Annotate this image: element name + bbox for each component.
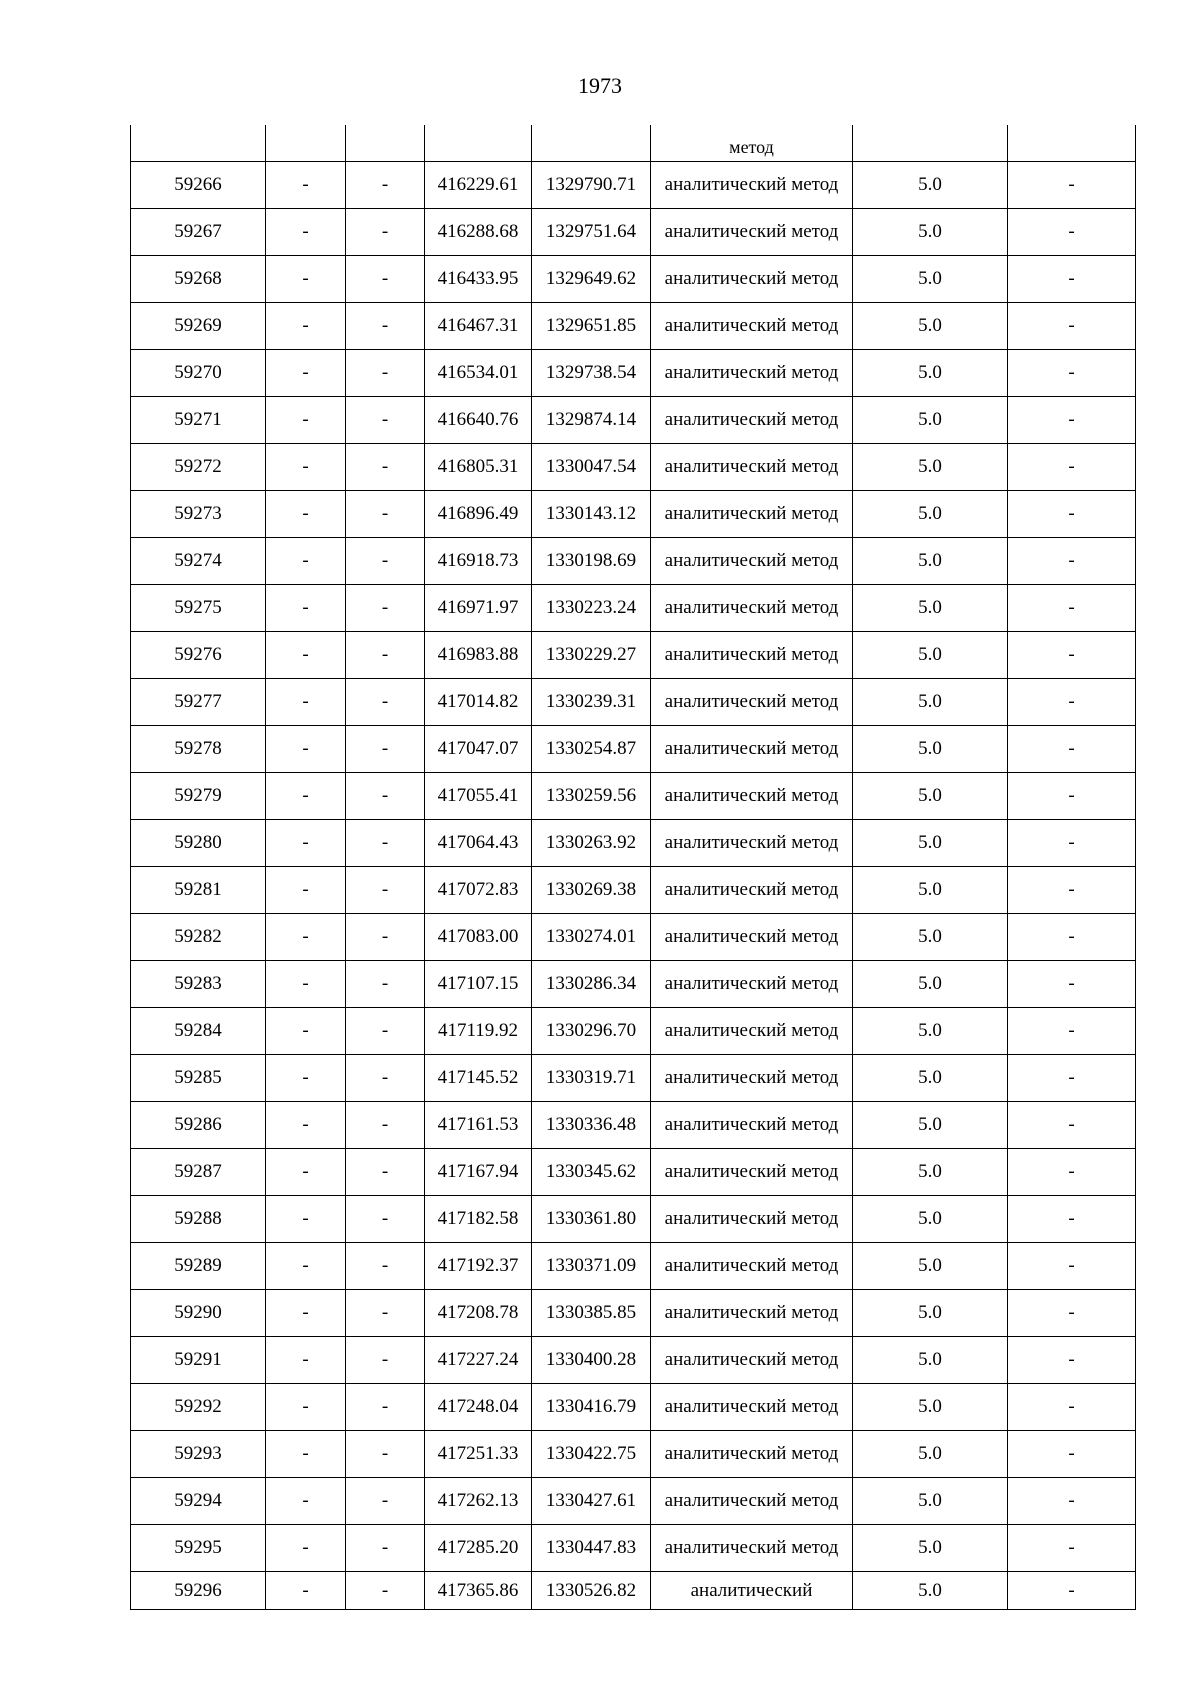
cell-col8: - xyxy=(1008,303,1136,350)
cell-y: 1330526.82 xyxy=(532,1572,651,1610)
cell-col2: - xyxy=(266,256,346,303)
cell-id: 59286 xyxy=(131,1102,266,1149)
cell-col3: - xyxy=(346,162,425,209)
cell-y: 1330239.31 xyxy=(532,679,651,726)
cell-y: 1330427.61 xyxy=(532,1478,651,1525)
cell-col8: - xyxy=(1008,1008,1136,1055)
cell-col3: - xyxy=(346,538,425,585)
cell-id: 59283 xyxy=(131,961,266,1008)
cell-col2: - xyxy=(266,491,346,538)
cell-x: 416229.61 xyxy=(425,162,532,209)
cell-method: аналитический метод xyxy=(651,867,853,914)
cell-accuracy: 5.0 xyxy=(853,773,1008,820)
table-row xyxy=(131,162,1136,209)
cell-col8: - xyxy=(1008,1478,1136,1525)
cell-x: 417227.24 xyxy=(425,1337,532,1384)
cell-col3: - xyxy=(346,1243,425,1290)
cell-col8: - xyxy=(1008,1243,1136,1290)
cell-col3: - xyxy=(346,867,425,914)
cell-y: 1330447.83 xyxy=(532,1525,651,1572)
cell-method: аналитический метод xyxy=(651,538,853,585)
table-row xyxy=(131,1431,1136,1478)
cell-method: аналитический метод xyxy=(651,773,853,820)
cell-id: 59271 xyxy=(131,397,266,444)
cell-x: 417107.15 xyxy=(425,961,532,1008)
table-row xyxy=(131,1196,1136,1243)
cell-col8: - xyxy=(1008,350,1136,397)
cell-col3: - xyxy=(346,961,425,1008)
cell-col3: - xyxy=(346,820,425,867)
cell-method: аналитический метод xyxy=(651,1243,853,1290)
cell-x: 417182.58 xyxy=(425,1196,532,1243)
cell-y: 1330336.48 xyxy=(532,1102,651,1149)
cell-col8: - xyxy=(1008,632,1136,679)
cell-accuracy: 5.0 xyxy=(853,679,1008,726)
cell-col2: - xyxy=(266,1431,346,1478)
cell-id: 59267 xyxy=(131,209,266,256)
cell-col8: - xyxy=(1008,914,1136,961)
table-row xyxy=(131,1149,1136,1196)
cell-col2: - xyxy=(266,162,346,209)
cell-col3: - xyxy=(346,632,425,679)
cell-accuracy: 5.0 xyxy=(853,1525,1008,1572)
cell-y: 1330229.27 xyxy=(532,632,651,679)
cell-id: 59296 xyxy=(131,1572,266,1610)
cell-col3: - xyxy=(346,1572,425,1610)
cell-col3: - xyxy=(346,1431,425,1478)
cell-col3: - xyxy=(346,491,425,538)
cell-accuracy: 5.0 xyxy=(853,1055,1008,1102)
table-row xyxy=(131,1055,1136,1102)
cell-accuracy xyxy=(853,125,1008,162)
cell-y: 1330319.71 xyxy=(532,1055,651,1102)
cell-id: 59292 xyxy=(131,1384,266,1431)
cell-method: аналитический метод xyxy=(651,303,853,350)
cell-method: аналитический метод xyxy=(651,726,853,773)
cell-id xyxy=(131,125,266,162)
cell-accuracy: 5.0 xyxy=(853,162,1008,209)
table-row xyxy=(131,726,1136,773)
cell-method: аналитический метод xyxy=(651,585,853,632)
cell-x: 417167.94 xyxy=(425,1149,532,1196)
cell-accuracy: 5.0 xyxy=(853,350,1008,397)
cell-method: аналитический метод xyxy=(651,1384,853,1431)
cell-y: 1330422.75 xyxy=(532,1431,651,1478)
cell-method: аналитический метод xyxy=(651,209,853,256)
cell-y: 1330254.87 xyxy=(532,726,651,773)
cell-x: 417251.33 xyxy=(425,1431,532,1478)
cell-id: 59266 xyxy=(131,162,266,209)
cell-col2: - xyxy=(266,632,346,679)
cell-accuracy: 5.0 xyxy=(853,256,1008,303)
cell-x: 416288.68 xyxy=(425,209,532,256)
cell-accuracy: 5.0 xyxy=(853,209,1008,256)
table-row xyxy=(131,1008,1136,1055)
cell-col3: - xyxy=(346,444,425,491)
cell-col3: - xyxy=(346,303,425,350)
table-row xyxy=(131,303,1136,350)
cell-accuracy: 5.0 xyxy=(853,1572,1008,1610)
table-row xyxy=(131,679,1136,726)
cell-col2: - xyxy=(266,1102,346,1149)
cell-col2: - xyxy=(266,1055,346,1102)
cell-method: аналитический метод xyxy=(651,1431,853,1478)
cell-method: аналитический метод xyxy=(651,820,853,867)
cell-col8: - xyxy=(1008,726,1136,773)
cell-col2: - xyxy=(266,1525,346,1572)
cell-id: 59273 xyxy=(131,491,266,538)
cell-col2: - xyxy=(266,585,346,632)
cell-col2: - xyxy=(266,914,346,961)
cell-method: аналитический метод xyxy=(651,632,853,679)
cell-col3: - xyxy=(346,726,425,773)
cell-col3: - xyxy=(346,914,425,961)
cell-col8: - xyxy=(1008,820,1136,867)
table-row xyxy=(131,444,1136,491)
cell-col8: - xyxy=(1008,397,1136,444)
cell-y: 1330361.80 xyxy=(532,1196,651,1243)
cell-y: 1330400.28 xyxy=(532,1337,651,1384)
cell-id: 59289 xyxy=(131,1243,266,1290)
cell-method: аналитический метод xyxy=(651,491,853,538)
table-row xyxy=(131,961,1136,1008)
cell-x: 416433.95 xyxy=(425,256,532,303)
cell-col2: - xyxy=(266,350,346,397)
cell-id: 59281 xyxy=(131,867,266,914)
cell-col3: - xyxy=(346,1196,425,1243)
cell-accuracy: 5.0 xyxy=(853,538,1008,585)
cell-y: 1330259.56 xyxy=(532,773,651,820)
cell-accuracy: 5.0 xyxy=(853,1243,1008,1290)
cell-x: 417072.83 xyxy=(425,867,532,914)
cell-id: 59288 xyxy=(131,1196,266,1243)
cell-x: 417064.43 xyxy=(425,820,532,867)
cell-col8: - xyxy=(1008,1055,1136,1102)
cell-method: аналитический метод xyxy=(651,1008,853,1055)
cell-accuracy: 5.0 xyxy=(853,303,1008,350)
table-row xyxy=(131,1337,1136,1384)
cell-col8: - xyxy=(1008,1431,1136,1478)
cell-col8: - xyxy=(1008,538,1136,585)
cell-col2: - xyxy=(266,961,346,1008)
cell-x: 417208.78 xyxy=(425,1290,532,1337)
table-row xyxy=(131,585,1136,632)
cell-method: аналитический метод xyxy=(651,162,853,209)
table-row xyxy=(131,1384,1136,1431)
cell-y: 1330385.85 xyxy=(532,1290,651,1337)
cell-id: 59272 xyxy=(131,444,266,491)
cell-id: 59280 xyxy=(131,820,266,867)
cell-x: 417248.04 xyxy=(425,1384,532,1431)
cell-col8: - xyxy=(1008,867,1136,914)
cell-col3: - xyxy=(346,350,425,397)
cell-y: 1330223.24 xyxy=(532,585,651,632)
cell-col3: - xyxy=(346,679,425,726)
cell-method: аналитический метод xyxy=(651,1478,853,1525)
page-number: 1973 xyxy=(578,73,622,98)
cell-id: 59274 xyxy=(131,538,266,585)
cell-id: 59269 xyxy=(131,303,266,350)
cell-col3: - xyxy=(346,209,425,256)
cell-y: 1329649.62 xyxy=(532,256,651,303)
cell-col2: - xyxy=(266,773,346,820)
cell-accuracy: 5.0 xyxy=(853,444,1008,491)
cell-col2: - xyxy=(266,209,346,256)
cell-col3 xyxy=(346,125,425,162)
cell-y: 1330143.12 xyxy=(532,491,651,538)
cell-accuracy: 5.0 xyxy=(853,726,1008,773)
cell-y: 1330198.69 xyxy=(532,538,651,585)
cell-x: 416467.31 xyxy=(425,303,532,350)
table-body xyxy=(131,125,1136,1610)
cell-y: 1329651.85 xyxy=(532,303,651,350)
cell-col8: - xyxy=(1008,1384,1136,1431)
cell-x: 416918.73 xyxy=(425,538,532,585)
cell-y: 1330286.34 xyxy=(532,961,651,1008)
cell-col8: - xyxy=(1008,585,1136,632)
cell-method: аналитический метод xyxy=(651,1337,853,1384)
cell-col8: - xyxy=(1008,679,1136,726)
cell-col2: - xyxy=(266,1572,346,1610)
cell-col2: - xyxy=(266,1337,346,1384)
cell-col3: - xyxy=(346,256,425,303)
cell-y xyxy=(532,125,651,162)
cell-method: аналитический метод xyxy=(651,961,853,1008)
cell-col8: - xyxy=(1008,1102,1136,1149)
cell-y: 1329751.64 xyxy=(532,209,651,256)
cell-col2: - xyxy=(266,444,346,491)
cell-method: аналитический xyxy=(651,1572,853,1610)
cell-x: 416971.97 xyxy=(425,585,532,632)
cell-col2: - xyxy=(266,1008,346,1055)
cell-accuracy: 5.0 xyxy=(853,867,1008,914)
cell-col2: - xyxy=(266,303,346,350)
cell-accuracy: 5.0 xyxy=(853,1196,1008,1243)
cell-col2: - xyxy=(266,726,346,773)
cell-y: 1329738.54 xyxy=(532,350,651,397)
coordinates-table xyxy=(130,125,1136,1610)
cell-y: 1330371.09 xyxy=(532,1243,651,1290)
cell-col8: - xyxy=(1008,773,1136,820)
cell-col2 xyxy=(266,125,346,162)
cell-accuracy: 5.0 xyxy=(853,1149,1008,1196)
cell-col2: - xyxy=(266,820,346,867)
cell-id: 59276 xyxy=(131,632,266,679)
cell-accuracy: 5.0 xyxy=(853,1337,1008,1384)
cell-col3: - xyxy=(346,1525,425,1572)
table-row xyxy=(131,538,1136,585)
table-row xyxy=(131,1572,1136,1610)
cell-method: аналитический метод xyxy=(651,1149,853,1196)
cell-col8: - xyxy=(1008,1149,1136,1196)
cell-method: аналитический метод xyxy=(651,1525,853,1572)
cell-x xyxy=(425,125,532,162)
cell-col8: - xyxy=(1008,1337,1136,1384)
cell-x: 417119.92 xyxy=(425,1008,532,1055)
cell-id: 59295 xyxy=(131,1525,266,1572)
cell-id: 59293 xyxy=(131,1431,266,1478)
cell-id: 59279 xyxy=(131,773,266,820)
cell-accuracy: 5.0 xyxy=(853,914,1008,961)
cell-accuracy: 5.0 xyxy=(853,585,1008,632)
cell-col8: - xyxy=(1008,1290,1136,1337)
cell-y: 1330263.92 xyxy=(532,820,651,867)
cell-col8: - xyxy=(1008,162,1136,209)
cell-x: 417083.00 xyxy=(425,914,532,961)
cell-y: 1330345.62 xyxy=(532,1149,651,1196)
table-row xyxy=(131,350,1136,397)
cell-accuracy: 5.0 xyxy=(853,1290,1008,1337)
cell-col8: - xyxy=(1008,491,1136,538)
cell-col2: - xyxy=(266,1290,346,1337)
cell-id: 59291 xyxy=(131,1337,266,1384)
cell-x: 417055.41 xyxy=(425,773,532,820)
cell-accuracy: 5.0 xyxy=(853,1102,1008,1149)
cell-col8: - xyxy=(1008,1525,1136,1572)
cell-id: 59275 xyxy=(131,585,266,632)
cell-col2: - xyxy=(266,867,346,914)
cell-method: аналитический метод xyxy=(651,350,853,397)
cell-id: 59290 xyxy=(131,1290,266,1337)
cell-col3: - xyxy=(346,1337,425,1384)
cell-col3: - xyxy=(346,773,425,820)
cell-y: 1330416.79 xyxy=(532,1384,651,1431)
cell-col3: - xyxy=(346,1149,425,1196)
cell-accuracy: 5.0 xyxy=(853,961,1008,1008)
cell-x: 417047.07 xyxy=(425,726,532,773)
cell-method: аналитический метод xyxy=(651,1055,853,1102)
cell-method: аналитический метод xyxy=(651,397,853,444)
cell-col2: - xyxy=(266,1243,346,1290)
cell-col2: - xyxy=(266,1478,346,1525)
cell-accuracy: 5.0 xyxy=(853,1384,1008,1431)
table-row xyxy=(131,1290,1136,1337)
cell-col3: - xyxy=(346,1102,425,1149)
table-row xyxy=(131,1102,1136,1149)
cell-col2: - xyxy=(266,397,346,444)
cell-x: 417262.13 xyxy=(425,1478,532,1525)
cell-method xyxy=(651,125,853,162)
table-row xyxy=(131,256,1136,303)
cell-accuracy: 5.0 xyxy=(853,632,1008,679)
cell-accuracy: 5.0 xyxy=(853,397,1008,444)
table-row xyxy=(131,773,1136,820)
cell-method: аналитический метод xyxy=(651,1102,853,1149)
cell-id: 59278 xyxy=(131,726,266,773)
cell-id: 59294 xyxy=(131,1478,266,1525)
cell-accuracy: 5.0 xyxy=(853,1008,1008,1055)
cell-x: 417014.82 xyxy=(425,679,532,726)
cell-x: 416983.88 xyxy=(425,632,532,679)
cell-id: 59282 xyxy=(131,914,266,961)
cell-id: 59285 xyxy=(131,1055,266,1102)
cell-y: 1330047.54 xyxy=(532,444,651,491)
cell-col3: - xyxy=(346,397,425,444)
cell-y: 1330274.01 xyxy=(532,914,651,961)
table-row xyxy=(131,914,1136,961)
cell-y: 1329874.14 xyxy=(532,397,651,444)
cell-method: аналитический метод xyxy=(651,1196,853,1243)
cell-col8: - xyxy=(1008,209,1136,256)
cell-col3: - xyxy=(346,585,425,632)
table-row xyxy=(131,867,1136,914)
cell-col8: - xyxy=(1008,1196,1136,1243)
cell-id: 59270 xyxy=(131,350,266,397)
cell-x: 417285.20 xyxy=(425,1525,532,1572)
cell-col8 xyxy=(1008,125,1136,162)
cell-x: 417161.53 xyxy=(425,1102,532,1149)
cell-id: 59268 xyxy=(131,256,266,303)
cell-col2: - xyxy=(266,1149,346,1196)
cell-method: аналитический метод xyxy=(651,914,853,961)
cell-col2: - xyxy=(266,1384,346,1431)
cell-col2: - xyxy=(266,1196,346,1243)
method-text: метод xyxy=(729,137,774,157)
cell-col2: - xyxy=(266,538,346,585)
cell-col2: - xyxy=(266,679,346,726)
cell-y: 1330269.38 xyxy=(532,867,651,914)
cell-method: аналитический метод xyxy=(651,444,853,491)
cell-x: 416896.49 xyxy=(425,491,532,538)
cell-y: 1330296.70 xyxy=(532,1008,651,1055)
cell-method: аналитический метод xyxy=(651,256,853,303)
cell-x: 417192.37 xyxy=(425,1243,532,1290)
table-row xyxy=(131,209,1136,256)
cell-x: 416805.31 xyxy=(425,444,532,491)
cell-method: аналитический метод xyxy=(651,679,853,726)
cell-accuracy: 5.0 xyxy=(853,1431,1008,1478)
cell-accuracy: 5.0 xyxy=(853,820,1008,867)
cell-accuracy: 5.0 xyxy=(853,1478,1008,1525)
cell-col3: - xyxy=(346,1055,425,1102)
table-row xyxy=(131,820,1136,867)
table-row xyxy=(131,632,1136,679)
cell-col3: - xyxy=(346,1384,425,1431)
cell-x: 417145.52 xyxy=(425,1055,532,1102)
cell-x: 416640.76 xyxy=(425,397,532,444)
table-row-continuation xyxy=(131,125,1136,162)
cell-col8: - xyxy=(1008,256,1136,303)
cell-col8: - xyxy=(1008,444,1136,491)
cell-id: 59277 xyxy=(131,679,266,726)
table-row xyxy=(131,491,1136,538)
cell-x: 417365.86 xyxy=(425,1572,532,1610)
table-row xyxy=(131,1478,1136,1525)
cell-col8: - xyxy=(1008,961,1136,1008)
cell-y: 1329790.71 xyxy=(532,162,651,209)
cell-id: 59284 xyxy=(131,1008,266,1055)
cell-x: 416534.01 xyxy=(425,350,532,397)
cell-col3: - xyxy=(346,1290,425,1337)
cell-id: 59287 xyxy=(131,1149,266,1196)
cell-col8: - xyxy=(1008,1572,1136,1610)
cell-col3: - xyxy=(346,1478,425,1525)
cell-col3: - xyxy=(346,1008,425,1055)
cell-accuracy: 5.0 xyxy=(853,491,1008,538)
table-row xyxy=(131,1243,1136,1290)
table-row xyxy=(131,397,1136,444)
table-row xyxy=(131,1525,1136,1572)
cell-method: аналитический метод xyxy=(651,1290,853,1337)
